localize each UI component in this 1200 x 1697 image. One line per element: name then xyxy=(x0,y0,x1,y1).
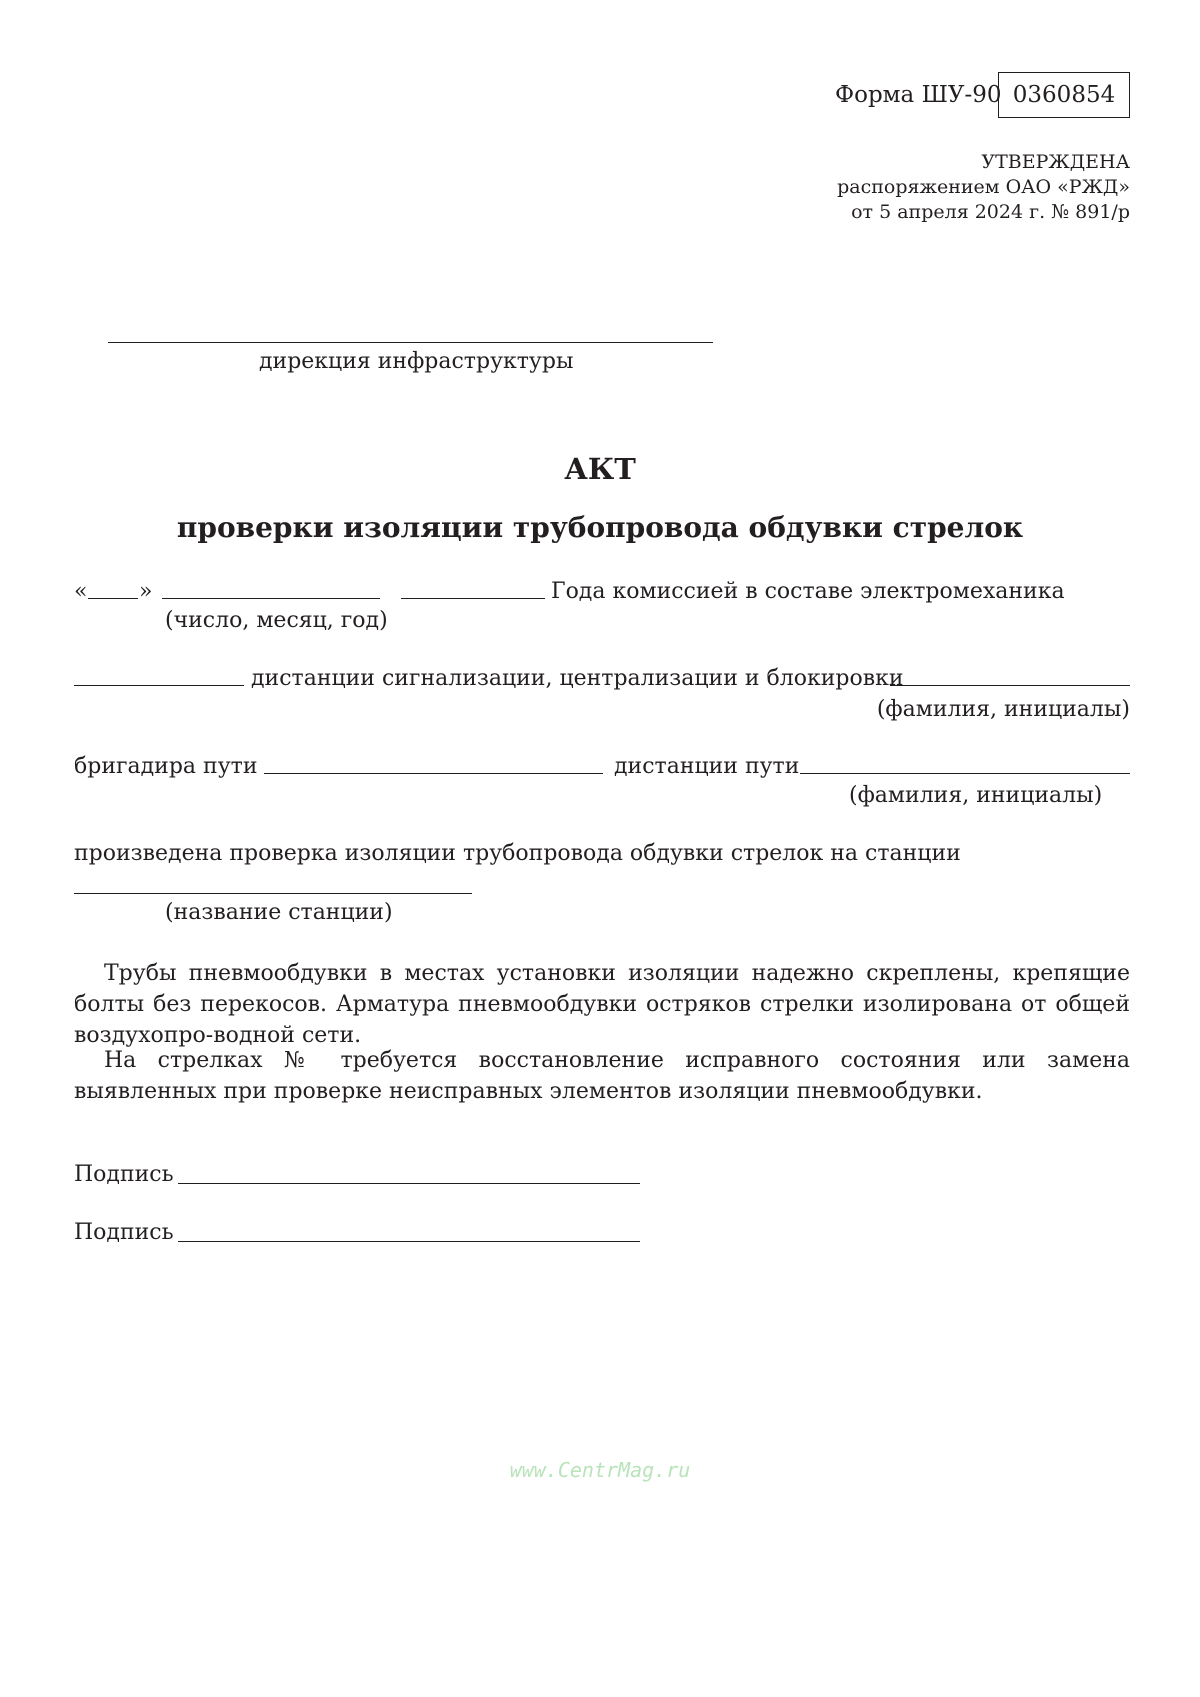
scb-distance-text: дистанции сигнализации, централизации и блокировки xyxy=(251,666,904,691)
date-caption: (число, месяц, год) xyxy=(165,608,388,633)
approved-title: УТВЕРЖДЕНА xyxy=(981,151,1130,173)
signature-label-1: Подпись xyxy=(74,1162,174,1187)
track-distance-text: дистанции пути xyxy=(614,754,800,779)
electromechanic-name-field[interactable] xyxy=(890,685,1130,686)
track-distance-field[interactable] xyxy=(800,773,1130,774)
date-open-quote: « xyxy=(74,579,88,604)
station-caption: (название станции) xyxy=(165,900,393,925)
document-title: АКТ xyxy=(564,452,636,486)
approved-by: распоряжением ОАО «РЖД» xyxy=(837,176,1130,198)
name-caption-2: (фамилия, инициалы) xyxy=(849,783,1103,808)
foreman-text: бригадира пути xyxy=(74,754,258,779)
name-caption-1: (фамилия, инициалы) xyxy=(876,697,1130,722)
directorate-caption: дирекция инфраструктуры xyxy=(259,349,574,374)
date-close-quote: » xyxy=(139,579,153,604)
year-field[interactable] xyxy=(401,598,545,599)
signature-field-2[interactable] xyxy=(178,1241,640,1242)
day-field[interactable] xyxy=(88,598,138,599)
body-paragraph-2: На стрелках № требуется восстановление исправного состояния или замена выявленных при проверке неисправных элементов изоляции пневмообдувки. xyxy=(74,1048,1130,1104)
station-name-field[interactable] xyxy=(74,893,472,894)
form-number-box xyxy=(998,72,1130,118)
check-done-text: произведена проверка изоляции трубопровода обдувки стрелок на станции xyxy=(74,841,961,866)
signature-field-1[interactable] xyxy=(178,1183,640,1184)
approved-date: от 5 апреля 2024 г. № 891/р xyxy=(851,201,1130,223)
watermark: www.CentrMag.ru xyxy=(509,1458,691,1482)
month-field[interactable] xyxy=(162,598,380,599)
form-label: Форма ШУ-90 xyxy=(835,82,1002,108)
electromechanic-distance-field[interactable] xyxy=(74,685,244,686)
document-subtitle: проверки изоляции трубопровода обдувки стрелок xyxy=(176,511,1024,544)
form-number: 0360854 xyxy=(1012,82,1116,108)
body-paragraph-1: Трубы пневмообдувки в местах установки изоляции надежно скреплены, крепящие болты без перекосов. Арматура пневмообдувки остряков стрелки изолирована от общей воздухопро-водной сети. xyxy=(74,961,1130,1048)
directorate-line[interactable] xyxy=(108,342,713,343)
signature-label-2: Подпись xyxy=(74,1220,174,1245)
foreman-name-field[interactable] xyxy=(264,773,603,774)
year-commission-text: Года комиссией в составе электромеханика xyxy=(551,579,1065,604)
